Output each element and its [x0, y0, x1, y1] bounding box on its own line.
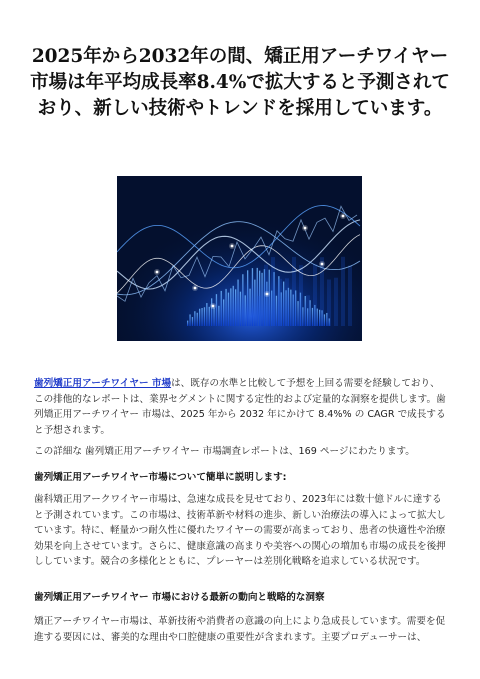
- overview-paragraph: [34, 492, 446, 570]
- section-heading-overview-text: 歯列矯正用アーチワイヤー市場について簡単に説明します:: [34, 472, 287, 483]
- report-pages-text: この詳細な 歯列矯正用アーチワイヤー 市場調査レポートは、169 ページにわたります。: [34, 446, 415, 457]
- report-pages-paragraph: [34, 444, 446, 460]
- intro-paragraph: [34, 376, 446, 438]
- trends-text: 矯正アーチワイヤー市場は、革新技術や消費者の意識の向上により急成長しています。需要を促進する要因には、審美的な理由や口腔健康の重要性が含まれます。主要プロデューサーは、: [34, 616, 446, 643]
- financial-chart-illustration-icon: [117, 176, 362, 341]
- section-heading-overview: [34, 470, 446, 486]
- market-report-link[interactable]: 歯列矯正用アーチワイヤー 市場: [34, 378, 172, 389]
- intro-text: は、既存の水準と比較して予想を上回る需要を経験しており、この排他的なレポートは、業界セグメントに関する定性的および定量的な洞察を提供します。歯列矯正用アーチワイヤー 市場は、2025 年から 2032 年にかけて 8.4%% の CAGR で成長すると予想されます。: [34, 378, 446, 436]
- trends-paragraph: [34, 614, 446, 645]
- section-heading-trends-text: 歯列矯正用アーチワイヤー 市場における最新の動向と戦略的な洞察: [34, 592, 325, 603]
- page-title: 2025年から2032年の間、矯正用アーチワイヤー市場は年平均成長率8.4%で拡大すると予測されており、新しい技術やトレンドを採用しています。: [30, 46, 450, 120]
- section-heading-trends: [34, 590, 446, 606]
- hero-image: [117, 176, 362, 341]
- overview-text: 歯科矯正用アークワイヤー市場は、急速な成長を見せており、2023年には数十億ドルに達すると予測されています。この市場は、技術革新や材料の進歩、新しい治療法の導入によって拡大しています。特に、軽量かつ耐久性に優れたワイヤーの需要が高まっており、患者の快適性や治療効果を向上させています。さらに、健康意識の高まりや美容への関心の増加も市場の成長を後押ししています。競合の多様化とともに、プレーヤーは差別化戦略を追求している状況です。: [34, 494, 446, 567]
